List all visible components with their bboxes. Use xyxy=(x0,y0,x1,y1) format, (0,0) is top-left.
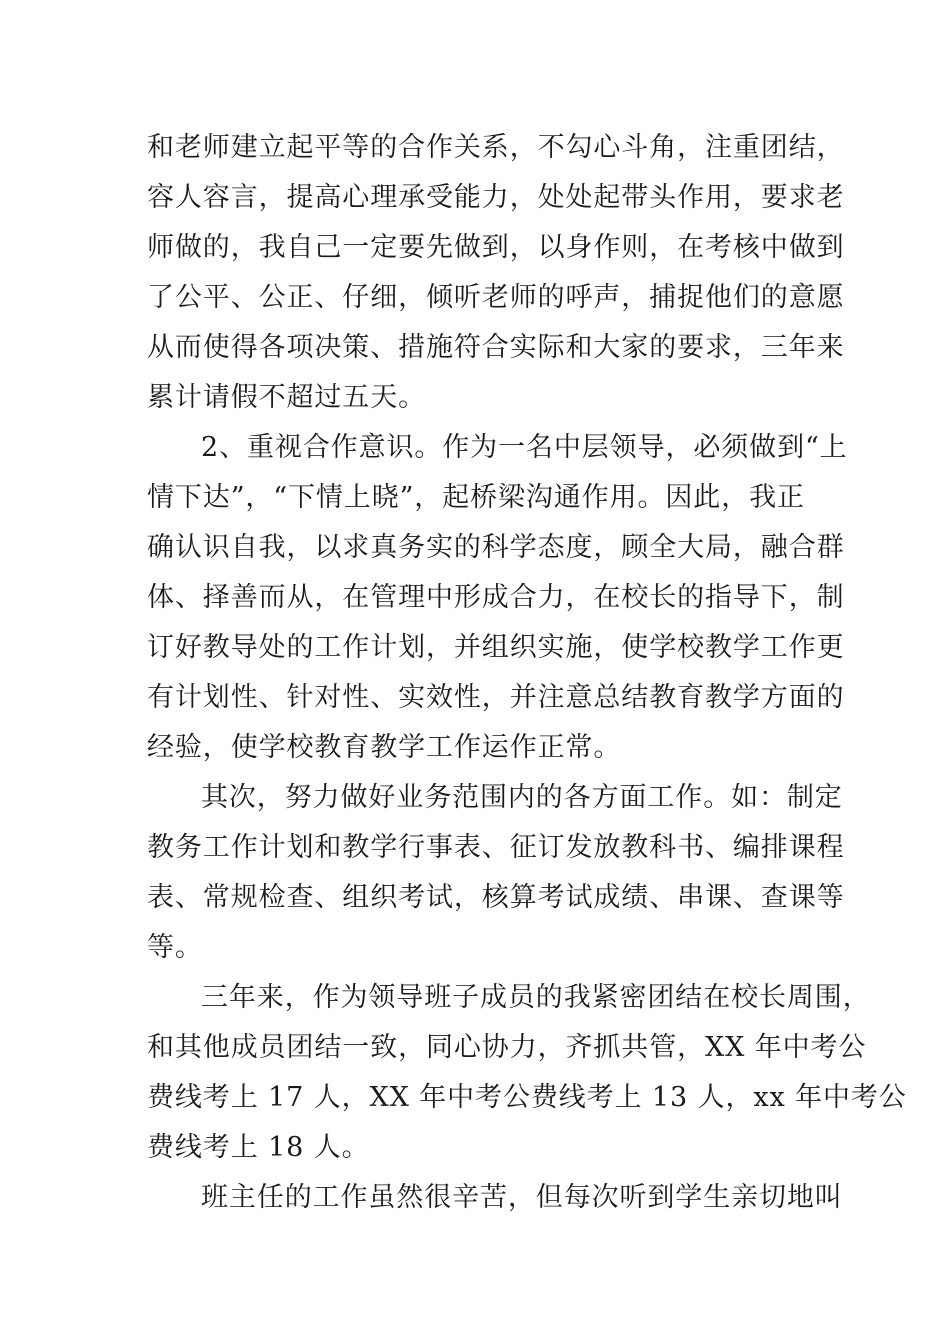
text-line: 容人容言，提高心理承受能力，处处起带头作用，要求老 xyxy=(147,182,845,213)
text-line: 订好教导处的工作计划，并组织实施，使学校教学工作更 xyxy=(147,632,845,663)
text-line: 经验，使学校教育教学工作运作正常。 xyxy=(147,732,622,763)
text-line: 和老师建立起平等的合作关系，不勾心斗角，注重团结， xyxy=(147,132,845,163)
paragraph-first-line: 2、重视合作意识。作为一名中层领导，必须做到“上 xyxy=(201,432,848,463)
text-line: 费线考上 17 人，XX 年中考公费线考上 13 人，xx 年中考公 xyxy=(147,1082,907,1113)
text-line: 了公平、公正、仔细，倾听老师的呼声，捕捉他们的意愿 xyxy=(147,282,845,313)
text-line: 等。 xyxy=(147,932,203,963)
paragraph-first-line: 三年来，作为领导班子成员的我紧密团结在校长周围， xyxy=(201,982,871,1013)
text-line: 情下达”，“下情上晓”，起桥梁沟通作用。因此，我正 xyxy=(147,482,805,513)
text-line: 确认识自我，以求真务实的科学态度，顾全大局，融合群 xyxy=(147,532,845,563)
text-line: 体、择善而从，在管理中形成合力，在校长的指导下，制 xyxy=(147,582,845,613)
text-line: 从而使得各项决策、措施符合实际和大家的要求，三年来 xyxy=(147,332,845,363)
text-line: 累计请假不超过五天。 xyxy=(147,382,426,413)
paragraph-first-line: 班主任的工作虽然很辛苦，但每次听到学生亲切地叫 xyxy=(201,1182,843,1213)
text-line: 教务工作计划和教学行事表、征订发放教科书、编排课程 xyxy=(147,832,845,863)
text-line: 和其他成员团结一致，同心协力，齐抓共管，XX 年中考公 xyxy=(147,1032,867,1063)
text-line: 表、常规检查、组织考试，核算考试成绩、串课、查课等 xyxy=(147,882,845,913)
text-line: 有计划性、针对性、实效性，并注意总结教育教学方面的 xyxy=(147,682,845,713)
text-line: 费线考上 18 人。 xyxy=(147,1132,370,1163)
text-line: 师做的，我自己一定要先做到，以身作则，在考核中做到 xyxy=(147,232,845,263)
paragraph-first-line: 其次，努力做好业务范围内的各方面工作。如：制定 xyxy=(201,782,843,813)
